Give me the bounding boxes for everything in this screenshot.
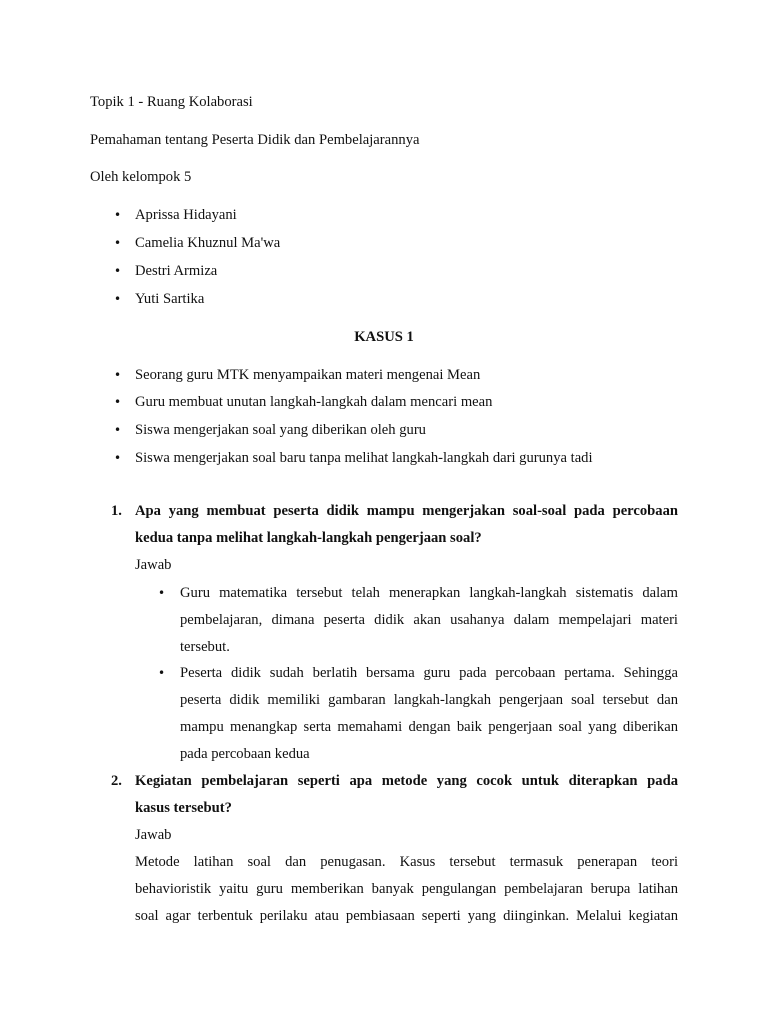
answer-paragraph-line-3: soal agar terbentuk perilaku atau pembiasaan seperti yang diinginkan. Melalui kegiatan [135,908,678,924]
member-item: • Destri Armiza [135,261,217,281]
topic-title: Topik 1 - Ruang Kolaborasi [90,94,253,110]
answer-2-line-1: Peserta didik sudah berlatih bersama guru pada percobaan pertama. Sehingga [180,665,678,681]
answer-2-line-4: pada percobaan kedua [180,746,310,762]
group-label: Oleh kelompok 5 [90,169,192,185]
case-point: • Seorang guru MTK menyampaikan materi mengenai Mean [135,365,480,385]
answer-label: Jawab [135,827,172,843]
bullet-icon: • [158,666,166,680]
question-1-line-1: Apa yang membuat peserta didik mampu mengerjakan soal-soal pada percobaan [135,503,678,519]
answer-1-line-2: pembelajaran, dimana peserta didik akan usahanya dalam mempelajari materi [180,612,678,628]
case-point: • Guru membuat unutan langkah-langkah dalam mencari mean [135,392,492,412]
case-title: KASUS 1 [354,329,414,345]
question-number: 2. [111,773,122,789]
document-subtitle: Pemahaman tentang Peserta Didik dan Pembelajarannya [90,132,420,148]
member-item: • Aprissa Hidayani [135,205,237,225]
question-1-line-2: kedua tanpa melihat langkah-langkah pengerjaan soal? [135,530,482,546]
answer-paragraph-line-1: Metode latihan soal dan penugasan. Kasus tersebut termasuk penerapan teori [135,854,678,870]
member-item: • Yuti Sartika [135,289,204,309]
question-number: 1. [111,503,122,519]
answer-2-line-3: mampu menangkap serta memahami dengan baik pengerjaan soal yang diberikan [180,719,678,735]
answer-1-line-3: tersebut. [180,639,230,655]
answer-label: Jawab [135,557,172,573]
member-item: • Camelia Khuznul Ma'wa [135,233,280,253]
bullet-icon: • [158,586,166,600]
case-point: • Siswa mengerjakan soal baru tanpa melihat langkah-langkah dari gurunya tadi [135,448,593,468]
question-2-line-1: Kegiatan pembelajaran seperti apa metode yang cocok untuk diterapkan pada [135,773,678,789]
answer-2-line-2: peserta didik memiliki gambaran langkah-langkah pengerjaan soal tersebut dan [180,692,678,708]
answer-1-line-1: Guru matematika tersebut telah menerapkan langkah-langkah sistematis dalam [180,585,678,601]
case-point: • Siswa mengerjakan soal yang diberikan oleh guru [135,420,426,440]
answer-paragraph-line-2: behavioristik yaitu guru memberikan banyak pengulangan pembelajaran berupa latihan [135,881,678,897]
question-2-line-2: kasus tersebut? [135,800,232,816]
